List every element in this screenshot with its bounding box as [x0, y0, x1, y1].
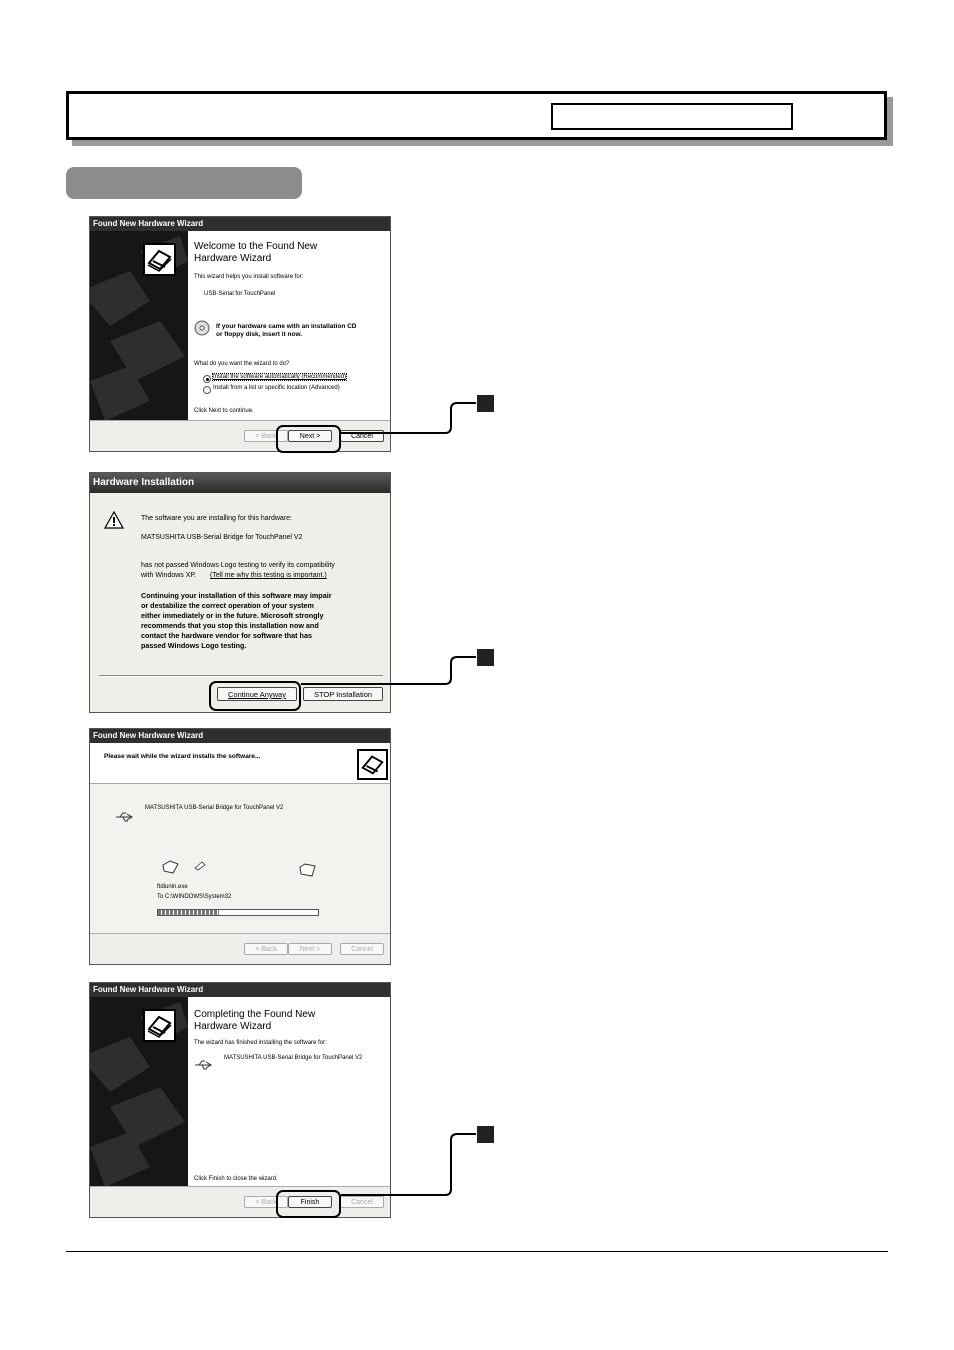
- warning-line3: either immediately or in the future. Microsoft strongly: [141, 611, 324, 620]
- back-button[interactable]: < Back: [244, 430, 288, 442]
- cancel-button[interactable]: Cancel: [340, 1196, 384, 1208]
- warning-line5: contact the hardware vendor for software that has: [141, 631, 312, 640]
- logo-test-text-line1: has not passed Windows Logo testing to verify its compatibility: [141, 562, 335, 569]
- logo-test-text-line2: with Windows XP.: [141, 572, 197, 579]
- warning-line4: recommends that you stop this installation now and: [141, 621, 319, 630]
- wizard-heading-line1: Welcome to the Found New: [194, 241, 318, 252]
- continue-anyway-label: Continue Anyway: [228, 690, 286, 699]
- cancel-button[interactable]: Cancel: [340, 943, 384, 955]
- wizard-heading-line2: Hardware Wizard: [194, 253, 272, 264]
- wizard-heading-line2: Hardware Wizard: [194, 1021, 272, 1032]
- cd-instruction-line1: If your hardware came with an installation CD: [216, 323, 357, 330]
- cancel-button[interactable]: Cancel: [340, 430, 384, 442]
- device-name: MATSUSHITA USB-Serial Bridge for TouchPanel V2: [145, 805, 284, 811]
- step-marker-3: [477, 1126, 494, 1143]
- device-name: USB-Serial for TouchPanel: [204, 291, 276, 297]
- dialog-title: Found New Hardware Wizard: [90, 729, 390, 743]
- option-install-automatically-label[interactable]: Install the software automatically (Recommended): [213, 374, 347, 380]
- finish-hint: Click Finish to close the wizard.: [194, 1176, 278, 1182]
- continue-hint: Click Next to continue.: [194, 408, 254, 414]
- dialog-title: Hardware Installation: [90, 473, 390, 493]
- wizard-heading-line1: Completing the Found New: [194, 1009, 316, 1020]
- back-button[interactable]: < Back: [244, 1196, 288, 1208]
- cd-instruction-line2: or floppy disk, insert it now.: [216, 331, 303, 338]
- intro-text: This wizard helps you install software for:: [194, 274, 304, 280]
- option-install-from-list-label[interactable]: Install from a list or specific location (Advanced): [213, 385, 340, 391]
- stop-installation-label: STOP Installation: [313, 690, 373, 699]
- footer-rule: [66, 1251, 888, 1252]
- wizard-question: What do you want the wizard to do?: [194, 361, 290, 367]
- step-marker-1: [477, 395, 494, 412]
- warning-line1: Continuing your installation of this software may impair: [141, 591, 332, 600]
- device-name: MATSUSHITA USB-Serial Bridge for TouchPanel V2: [141, 534, 303, 541]
- intro-text: The software you are installing for this hardware:: [141, 515, 292, 522]
- wizard-status-header: Please wait while the wizard installs the software...: [104, 753, 261, 760]
- next-button[interactable]: Next >: [288, 430, 332, 442]
- why-testing-important-link[interactable]: (Tell me why this testing is important.): [210, 572, 327, 579]
- step-marker-2: [477, 649, 494, 666]
- device-name: MATSUSHITA USB-Serial Bridge for TouchPanel V2: [224, 1055, 363, 1061]
- warning-line2: or destabilize the correct operation of your system: [141, 601, 314, 610]
- copy-destination: To C:\WINDOWS\System32: [157, 894, 232, 900]
- warning-line6: passed Windows Logo testing.: [141, 641, 247, 650]
- dialog-title: Found New Hardware Wizard: [90, 217, 390, 231]
- dialog-title: Found New Hardware Wizard: [90, 983, 390, 997]
- next-button[interactable]: Next >: [288, 943, 332, 955]
- intro-text: The wizard has finished installing the software for:: [194, 1040, 327, 1046]
- finish-button[interactable]: Finish: [288, 1196, 332, 1208]
- copying-file-name: ftdiunin.exe: [157, 884, 188, 890]
- back-button[interactable]: < Back: [244, 943, 288, 955]
